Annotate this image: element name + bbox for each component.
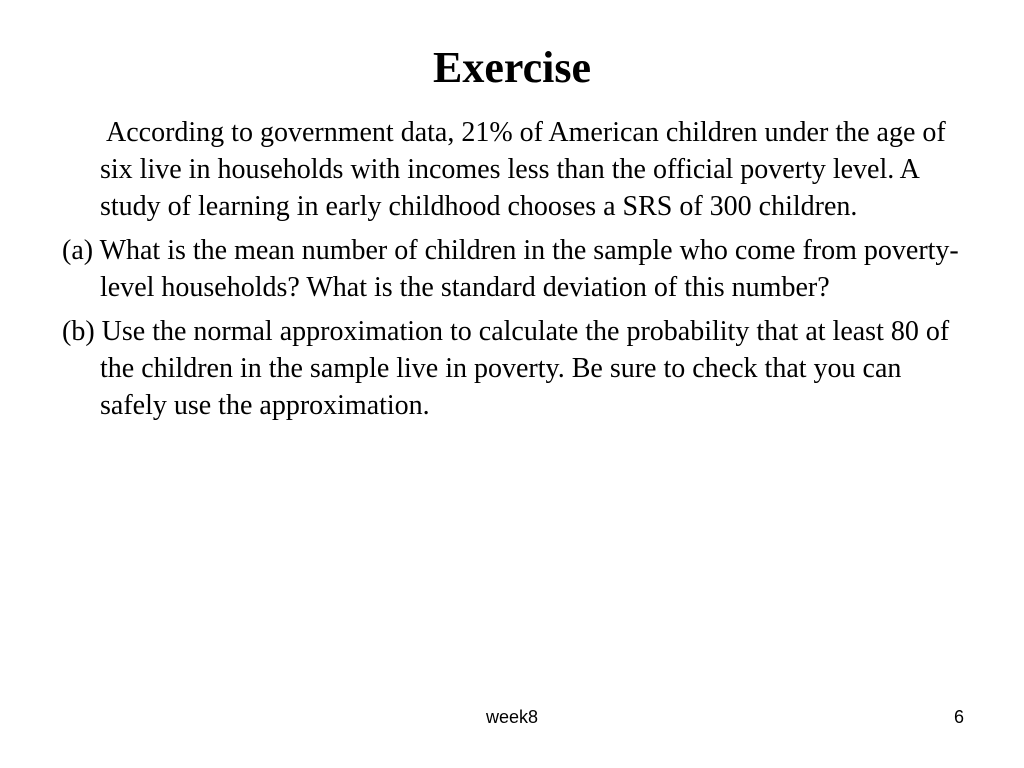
slide-body (62, 114, 972, 431)
question-a: (a) What is the mean number of children in the sample who come from poverty-level households? What is the standard deviation of this number? (62, 235, 959, 303)
slide-number: 6 (953, 707, 964, 727)
footer-label: week8 (485, 707, 539, 727)
intro-paragraph: According to government data, 21% of American children under the age of six live in households with incomes less than the official poverty level. A study of learning in early childhood chooses a SRS of 300 children. (100, 117, 946, 222)
slide-title: Exercise (432, 43, 592, 92)
question-b: (b) Use the normal approximation to calculate the probability that at least 80 of the children in the sample live in poverty. Be sure to check that you can safely use the approximation. (62, 316, 950, 421)
